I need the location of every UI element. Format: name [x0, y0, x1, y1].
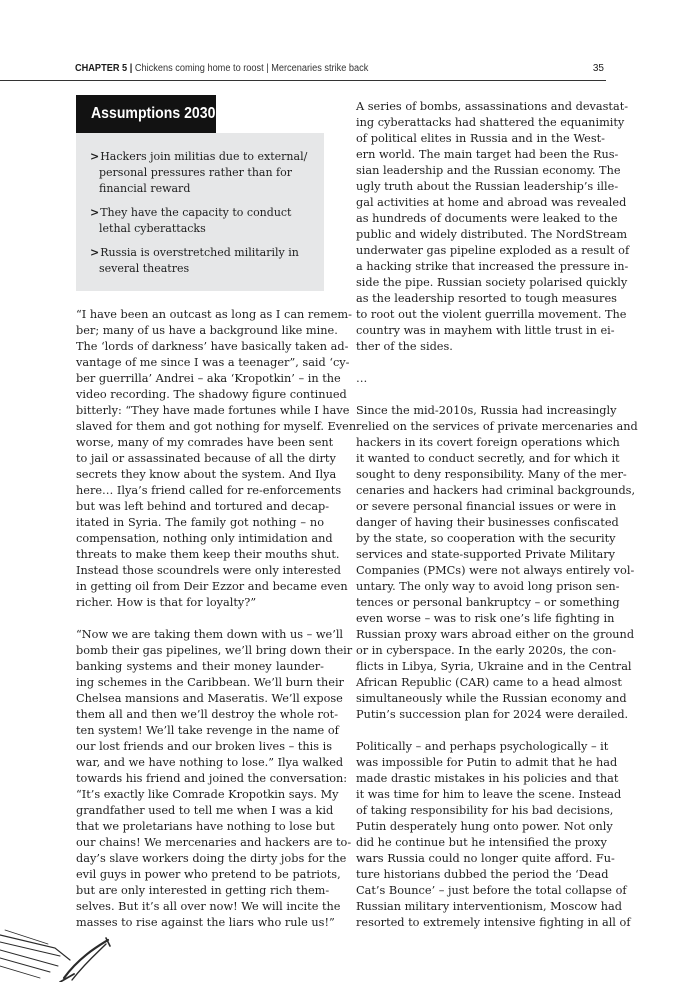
text-line: even worse – was to risk one’s life fighting in [356, 612, 615, 625]
text-line: African Republic (CAR) came to a head almost [356, 676, 622, 689]
bullet-marker: > [90, 206, 100, 219]
text-line: Putin’s succession plan for 2024 were derailed. [356, 708, 629, 721]
header-rule [0, 80, 606, 81]
text-line: ugly truth about the Russian leadership’s ille- [356, 180, 619, 193]
right-paragraph [356, 739, 631, 931]
text-line: relied on the services of private mercenaries and [356, 420, 638, 433]
assumption-item [90, 245, 315, 277]
chapter-label: CHAPTER 5 | [75, 63, 133, 74]
assumption-line: personal pressures rather than for [99, 166, 293, 179]
text-line: A series of bombs, assassinations and devastat- [356, 100, 629, 113]
text-line: secrets they know about the system. And Ilya [76, 468, 337, 481]
text-line: in getting oil from Deir Ezzor and became even [76, 580, 348, 593]
assumption-line: Russia is overstretched militarily in [100, 246, 299, 259]
chapter-subtitle: Chickens coming home to roost | Mercenaries strike back [134, 63, 369, 74]
text-line: flicts in Libya, Syria, Ukraine and in the Central [356, 660, 632, 673]
text-line: The ‘lords of darkness’ have basically taken ad- [76, 340, 349, 353]
left-paragraph [76, 307, 357, 611]
text-line: did he continue but he intensified the proxy [356, 836, 607, 849]
text-line: country was in mayhem with little trust in ei- [356, 324, 615, 337]
text-line: sian leadership and the Russian economy. The [356, 164, 621, 177]
text-line: was impossible for Putin to admit that he had [356, 756, 618, 769]
text-line: of taking responsibility for his bad decisions, [356, 804, 614, 817]
text-line: war, and we have nothing to lose.” Ilya walked [76, 756, 344, 769]
text-line: it was time for him to leave the scene. Instead [356, 788, 622, 801]
assumption-line: several theatres [99, 262, 190, 275]
text-line: Companies (PMCs) were not always entirely vol- [356, 564, 635, 577]
text-line: grandfather used to tell me when I was a kid [76, 804, 334, 817]
text-line: vantage of me since I was a teenager”, said ‘cy- [76, 356, 350, 369]
text-line: ber; many of us have a background like mine. [76, 324, 338, 337]
text-line: ing cyberattacks had shattered the equanimity [356, 116, 625, 129]
text-line: our lost friends and our broken lives – this is [76, 740, 333, 753]
text-line: to jail or assassinated because of all the dirty [76, 452, 336, 465]
left-paragraph [76, 627, 353, 931]
text-line: that we proletarians have nothing to lose but [76, 820, 335, 833]
assumption-line: lethal cyberattacks [99, 222, 206, 235]
assumptions-title-text: Assumptions 2030 [91, 105, 216, 122]
text-line: simultaneously while the Russian economy and [356, 692, 627, 705]
text-line: or severe personal financial issues or were in [356, 500, 617, 513]
text-line: Putin desperately hung onto power. Not only [356, 820, 613, 833]
running-head [75, 63, 562, 74]
ellipsis-separator [356, 371, 605, 387]
right-paragraph [356, 403, 638, 723]
text-line: danger of having their businesses confiscated [356, 516, 619, 529]
text-line: richer. How is that for loyalty?” [76, 596, 257, 609]
text-line: a hacking strike that increased the pressure in- [356, 260, 629, 273]
text-line: but was left behind and tortured and decap- [76, 500, 330, 513]
text-line: … [356, 372, 368, 385]
text-line: Since the mid-2010s, Russia had increasingly [356, 404, 617, 417]
decorative-sketch-illustration [0, 900, 140, 982]
text-line: or in cyberspace. In the early 2020s, the con- [356, 644, 617, 657]
text-line: resorted to extremely intensive fighting in all of [356, 916, 631, 929]
text-line: ten system! We’ll take revenge in the name of [76, 724, 339, 737]
text-line: hackers in its covert foreign operations which [356, 436, 620, 449]
text-line: ther of the sides. [356, 340, 453, 353]
text-line: gal activities at home and abroad was revealed [356, 196, 627, 209]
text-line: to root out the violent guerrilla movement. The [356, 308, 627, 321]
assumption-item [90, 149, 315, 197]
text-line: by the state, so cooperation with the security [356, 532, 616, 545]
assumption-line: They have the capacity to conduct [100, 206, 292, 219]
text-line: sought to deny responsibility. Many of the mer- [356, 468, 627, 481]
text-line: of political elites in Russia and in the West- [356, 132, 605, 145]
text-line: tences or personal bankruptcy – or something [356, 596, 620, 609]
text-line: services and state-supported Private Military [356, 548, 616, 561]
text-line: Cat’s Bounce’ – just before the total collapse of [356, 884, 627, 897]
assumption-line: Hackers join militias due to external/ [100, 150, 308, 163]
text-line: slaved for them and got nothing for myself. Even [76, 420, 357, 433]
text-line: compensation, nothing only intimidation and [76, 532, 333, 545]
text-line: but are only interested in getting rich them- [76, 884, 330, 897]
text-line: “Now we are taking them down with us – we’ll [76, 628, 344, 641]
text-line: itated in Syria. The family got nothing – no [76, 516, 324, 529]
text-line: worse, many of my comrades have been sent [76, 436, 334, 449]
text-line: Politically – and perhaps psychologically – it [356, 740, 609, 753]
text-line: ern world. The main target had been the Rus- [356, 148, 619, 161]
text-line: underwater gas pipeline exploded as a result of [356, 244, 630, 257]
text-line: banking systems and their money launder- [76, 660, 324, 673]
page-number: 35 [592, 63, 604, 74]
text-line: evil guys in power who pretend to be patriots, [76, 868, 341, 881]
text-line: selves. But it’s all over now! We will incite the [76, 900, 341, 913]
text-line: as the leadership resorted to tough measures [356, 292, 617, 305]
text-line: Russian proxy wars abroad either on the ground [356, 628, 635, 641]
assumption-line: financial reward [99, 182, 191, 195]
text-line: it wanted to conduct secretly, and for which it [356, 452, 620, 465]
text-line: towards his friend and joined the conversation: [76, 772, 348, 785]
text-line: as hundreds of documents were leaked to the [356, 212, 618, 225]
assumption-item [90, 205, 315, 237]
text-line: masses to rise against the liars who rule us!” [76, 916, 335, 929]
text-line: untary. The only way to avoid long prison sen- [356, 580, 620, 593]
bullet-marker: > [90, 150, 100, 163]
bullet-marker: > [90, 246, 100, 259]
text-line: cenaries and hackers had criminal backgrounds, [356, 484, 636, 497]
text-line: bomb their gas pipelines, we’ll bring down their [76, 644, 353, 657]
text-line: threats to make them keep their mouths shut. [76, 548, 340, 561]
text-line: “I have been an outcast as long as I can remem- [76, 308, 352, 321]
text-line: video recording. The shadowy figure continued [76, 388, 347, 401]
assumptions-box-title [76, 95, 216, 133]
text-line: ing schemes in the Caribbean. We’ll burn their [76, 676, 344, 689]
text-line: Instead those scoundrels were only interested [76, 564, 341, 577]
text-line: here… Ilya’s friend called for re-enforcements [76, 484, 342, 497]
text-line: “It’s exactly like Comrade Kropotkin says. My [76, 788, 339, 801]
text-line: made drastic mistakes in his policies and that [356, 772, 619, 785]
text-line: ber guerrilla’ Andrei – aka ‘Kropotkin’ – in the [76, 372, 341, 385]
text-line: Chelsea mansions and Maseratis. We’ll expose [76, 692, 343, 705]
text-line: day’s slave workers doing the dirty jobs for the [76, 852, 347, 865]
text-line: side the pipe. Russian society polarised quickly [356, 276, 628, 289]
text-line: them all and then we’ll destroy the whole rot- [76, 708, 339, 721]
right-paragraph [356, 99, 630, 355]
text-line: our chains! We mercenaries and hackers are to- [76, 836, 352, 849]
text-line: wars Russia could no longer quite afford. Fu- [356, 852, 615, 865]
text-line: public and widely distributed. The NordStream [356, 228, 628, 241]
text-line: bitterly: “They have made fortunes while I have [76, 404, 350, 417]
text-line: ture historians dubbed the period the ‘Dead [356, 868, 609, 881]
text-line: Russian military interventionism, Moscow had [356, 900, 622, 913]
